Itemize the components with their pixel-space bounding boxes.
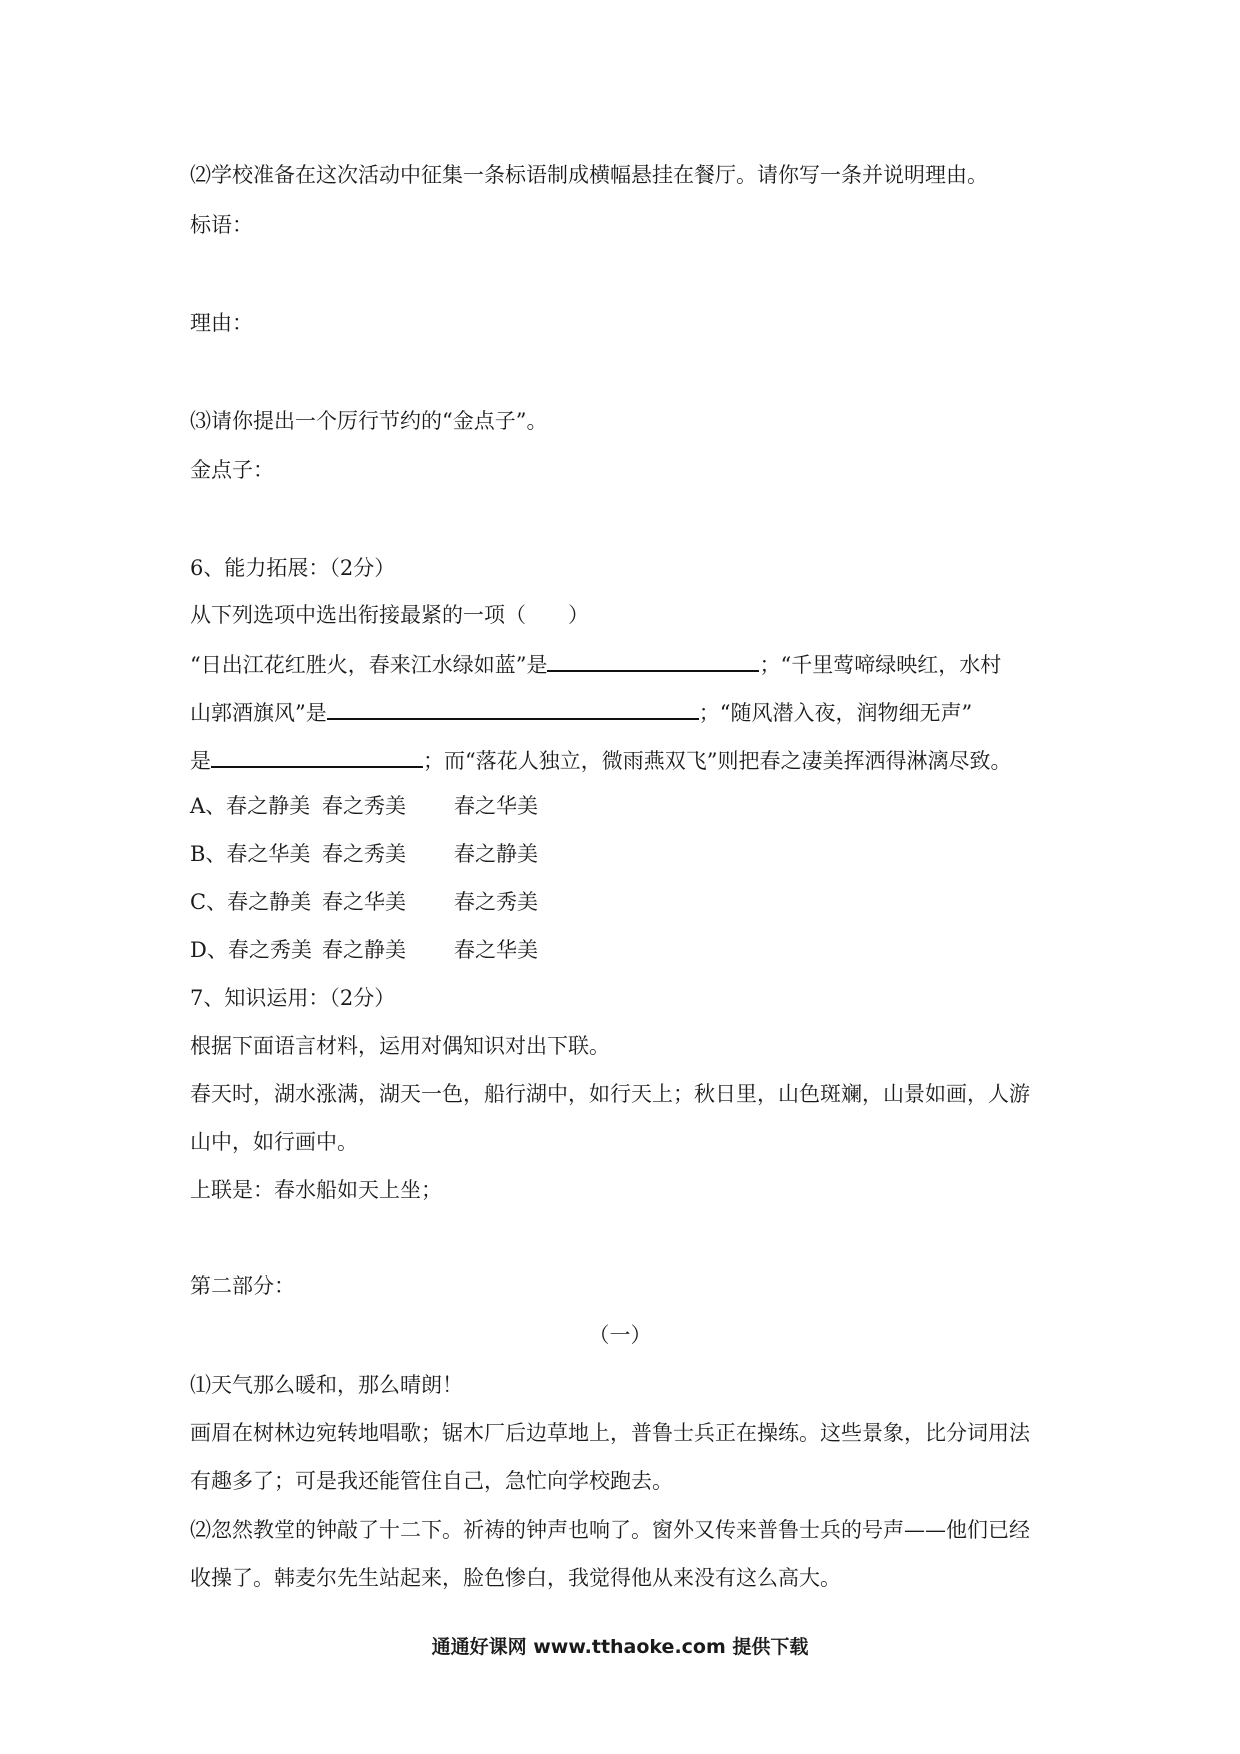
q6-line-1b: ；“千里莺啼绿映红，水村: [759, 653, 1002, 677]
option-d: [190, 935, 538, 965]
q6-line-3a: 是: [190, 749, 211, 773]
q6-line-2a: 山郭酒旗风”是: [190, 701, 327, 725]
slogan-label: 标语：: [190, 213, 253, 237]
page-footer: 通通好课网 www.tthaoke.com 提供下载: [431, 1636, 809, 1658]
option-a-3: 春之华美: [454, 794, 538, 818]
q6-instruction: 从下列选项中选出衔接最紧的一项（ ）: [190, 603, 589, 627]
option-c-1: C、春之静美: [190, 890, 312, 914]
option-b-2: 春之秀美: [322, 842, 406, 866]
q6-line-3b: ；而“落花人独立，微雨燕双飞”则把春之凄美挥洒得淋漓尽致。: [423, 749, 1012, 773]
paragraph-1: ⑴天气那么暖和，那么晴朗！: [190, 1373, 463, 1397]
part2-title: 第二部分：: [190, 1274, 295, 1298]
option-c: [190, 887, 538, 917]
option-d-2: 春之静美: [322, 938, 406, 962]
q7-material-2: 山中，如行画中。: [190, 1130, 358, 1154]
option-a-2: 春之秀美: [322, 794, 406, 818]
q5-2-prompt: ⑵学校准备在这次活动中征集一条标语制成横幅悬挂在餐厅。请你写一条并说明理由。: [190, 163, 988, 187]
q6-line-3: [190, 744, 1011, 776]
q7-instruction: 根据下面语言材料，运用对偶知识对出下联。: [190, 1034, 610, 1058]
option-c-3: 春之秀美: [454, 890, 538, 914]
q6-title: 6、能力拓展：（2分）: [190, 556, 396, 580]
answer-blank-3[interactable]: [211, 744, 423, 768]
option-b-1: B、春之华美: [190, 842, 311, 866]
q6-line-2b: ；“随风潜入夜，润物细无声”: [698, 701, 973, 725]
paragraph-3-line-1: ⑵忽然教堂的钟敲了十二下。祈祷的钟声也响了。窗外又传来普鲁士兵的号声——他们已经: [190, 1518, 1030, 1542]
paragraph-2-line-1: 画眉在树林边宛转地唱歌；锯木厂后边草地上，普鲁士兵正在操练。这些景象，比分词用法: [190, 1421, 1030, 1445]
reason-label: 理由：: [190, 311, 253, 335]
section-heading: （一）: [588, 1323, 652, 1347]
option-a: [190, 791, 538, 821]
q5-3-prompt: ⑶请你提出一个厉行节约的“金点子”。: [190, 409, 548, 433]
answer-blank-2[interactable]: [327, 696, 699, 720]
idea-label: 金点子：: [190, 458, 274, 482]
option-b-3: 春之静美: [454, 842, 538, 866]
answer-blank-1[interactable]: [547, 648, 759, 672]
option-d-1: D、春之秀美: [190, 938, 312, 962]
q7-title: 7、知识运用：（2分）: [190, 986, 396, 1010]
option-b: [190, 839, 538, 869]
q7-material-1: 春天时，湖水涨满，湖天一色，船行湖中，如行天上；秋日里，山色斑斓，山景如画，人游: [190, 1082, 1030, 1106]
q6-line-1: [190, 648, 1001, 680]
q6-line-1a: “日出江花红胜火，春来江水绿如蓝”是: [190, 653, 548, 677]
option-a-1: A、春之静美: [190, 794, 311, 818]
q6-line-2: [190, 696, 972, 728]
paragraph-2-line-2: 有趣多了；可是我还能管住自己，急忙向学校跑去。: [190, 1469, 673, 1493]
q7-upper: 上联是：春水船如天上坐；: [190, 1178, 442, 1202]
option-c-2: 春之华美: [322, 890, 406, 914]
option-d-3: 春之华美: [454, 938, 538, 962]
paragraph-3-line-2: 收操了。韩麦尔先生站起来，脸色惨白，我觉得他从来没有这么高大。: [190, 1566, 841, 1590]
